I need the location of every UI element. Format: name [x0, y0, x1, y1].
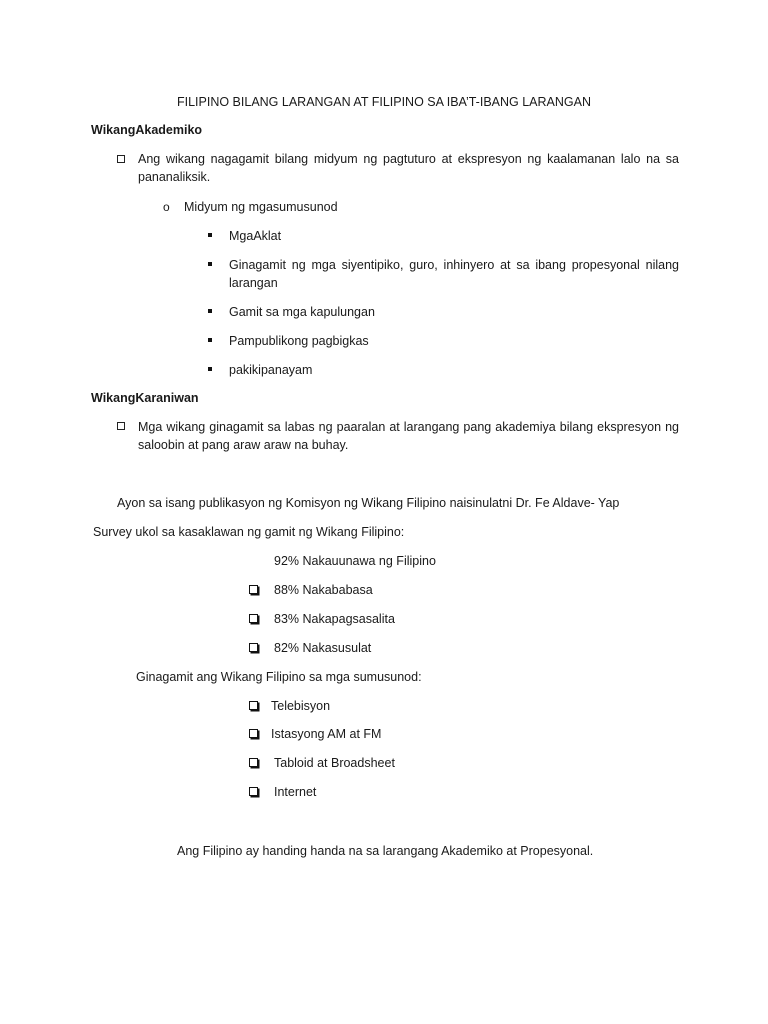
checkbox-bullet-icon	[117, 422, 125, 430]
circle-bullet-icon: o	[163, 200, 170, 214]
akademiko-sub-heading: Midyum ng mgasumusunod	[184, 200, 338, 214]
square-bullet-icon	[208, 233, 212, 237]
survey-item: 82% Nakasusulat	[274, 641, 372, 655]
usage-item: Istasyong AM at FM	[271, 727, 382, 741]
survey-item: 88% Nakababasa	[274, 583, 373, 597]
checkbox-bullet-icon	[117, 155, 125, 163]
survey-heading: Survey ukol sa kasaklawan ng gamit ng Wikang Filipino:	[93, 525, 405, 539]
checkbox-bullet-icon	[249, 643, 258, 652]
list-item: Pampublikong pagbigkas	[229, 334, 369, 348]
list-item: pakikipanayam	[229, 363, 313, 377]
publication-text: Ayon sa isang publikasyon ng Komisyon ng Wikang Filipino naisinulatni Dr. Fe Aldave- Yap	[117, 496, 620, 510]
square-bullet-icon	[208, 338, 212, 342]
checkbox-bullet-icon	[249, 729, 258, 738]
list-item: MgaAklat	[229, 229, 282, 243]
list-item: Gamit sa mga kapulungan	[229, 305, 375, 319]
square-bullet-icon	[208, 367, 212, 371]
checkbox-bullet-icon	[249, 758, 258, 767]
checkbox-bullet-icon	[249, 701, 258, 710]
karaniwan-description: Mga wikang ginagamit sa labas ng paaralan at larangang pang akademiya bilang ekspresyon ng saloobin at pang araw araw na buhay.	[138, 420, 679, 452]
usage-item: Telebisyon	[271, 699, 331, 713]
survey-first-item: 92% Nakauunawa ng Filipino	[274, 554, 436, 568]
square-bullet-icon	[208, 309, 212, 313]
usage-item: Tabloid at Broadsheet	[274, 756, 395, 770]
checkbox-bullet-icon	[249, 787, 258, 796]
karaniwan-heading: WikangKaraniwan	[91, 391, 199, 405]
akademiko-description: Ang wikang nagagamit bilang midyum ng pagtuturo at ekspresyon ng kaalamanan lalo na sa pananaliksik.	[138, 152, 679, 184]
document-title: FILIPINO BILANG LARANGAN AT FILIPINO SA IBA’T-IBANG LARANGAN	[176, 95, 591, 109]
list-item: Ginagamit ng mga siyentipiko, guro, inhinyero at sa ibang propesyonal nilang larangan	[229, 258, 679, 290]
usage-item: Internet	[274, 785, 317, 799]
conclusion-text: Ang Filipino ay handing handa na sa larangang Akademiko at Propesyonal.	[177, 844, 594, 858]
checkbox-bullet-icon	[249, 585, 258, 594]
square-bullet-icon	[208, 262, 212, 266]
survey-item: 83% Nakapagsasalita	[274, 612, 395, 626]
usage-heading: Ginagamit ang Wikang Filipino sa mga sumusunod:	[136, 670, 422, 684]
akademiko-heading: WikangAkademiko	[91, 123, 203, 137]
checkbox-bullet-icon	[249, 614, 258, 623]
